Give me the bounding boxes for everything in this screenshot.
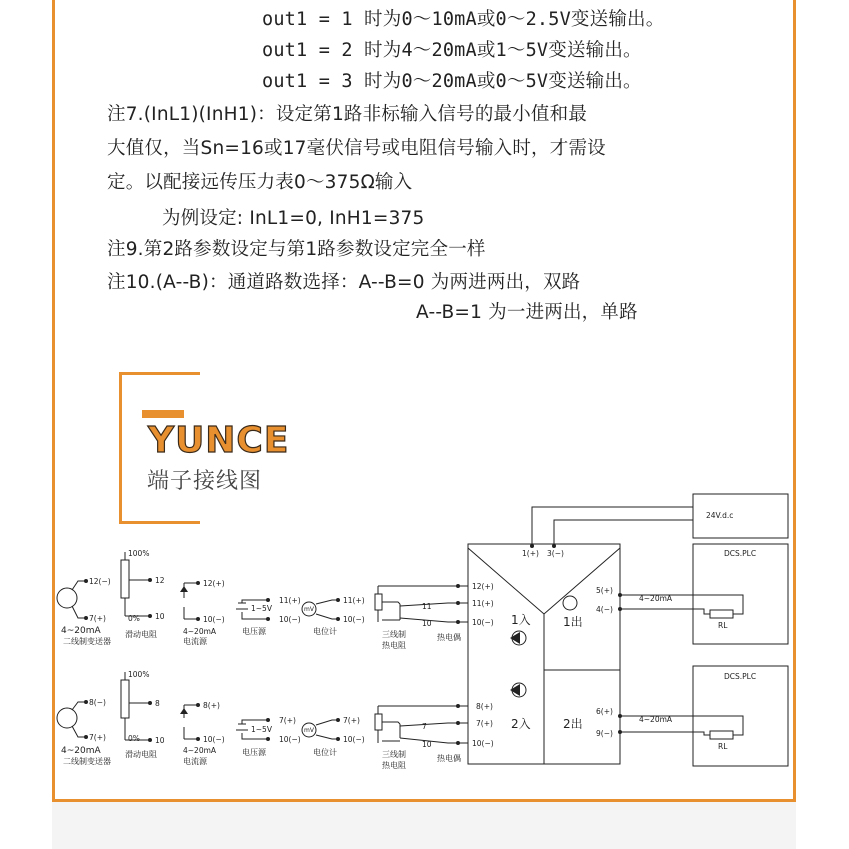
note9: 注9.第2路参数设定与第1路参数设定完全一样: [107, 239, 486, 260]
potentiometer-2: [121, 680, 129, 718]
cs1-signal: 4~20mA: [183, 627, 217, 636]
vs2-term-1: 7(+): [279, 716, 296, 725]
power-wire-minus: [554, 520, 693, 546]
ch1-term-10: 10(−): [472, 618, 494, 627]
vs1-signal: 1~5V: [251, 604, 272, 613]
mv1-term-1: 11(+): [343, 596, 365, 605]
dcs2-load: RL: [718, 742, 728, 751]
pot2-bottom-label: 0%: [128, 734, 140, 743]
output-1-symbol: [563, 596, 577, 610]
dcs1-term-minus: 4(−): [596, 605, 613, 614]
cs2-term-1: 8(+): [203, 701, 220, 710]
note10-line2: A--B=1 为一进两出，单路: [416, 302, 638, 323]
diagram-caption: 端子接线图: [147, 469, 263, 494]
mv2-symbol: mV: [304, 727, 314, 734]
note7-line3: 定。以配接远传压力表0～375Ω输入: [107, 172, 413, 193]
note-out1-line1: out1 = 1 时为0～10mA或0～2.5V变送输出。: [262, 9, 665, 30]
dcs1-resistor: [710, 610, 733, 618]
mv2-label: 电位计: [313, 748, 337, 757]
module-output-2-label: 2出: [563, 717, 583, 731]
rtd-2: [375, 714, 382, 730]
ch2-term-7: 7(+): [476, 719, 493, 728]
tx1-term-bottom: 7(+): [89, 614, 106, 623]
mv1-term-2: 10(−): [343, 615, 365, 624]
rtd2-label-1: 三线制: [382, 750, 406, 759]
brand-logo: YUNCE: [148, 420, 290, 461]
rtd2-label-2: 热电阻: [382, 761, 406, 770]
note10-line1: 注10.(A--B)：通道路数选择：A--B=0 为两进两出，双路: [107, 272, 581, 293]
ch1-term-12: 12(+): [472, 582, 494, 591]
rtd2-term-top: 7: [422, 722, 427, 731]
rtd2-term-bottom: 10: [422, 740, 432, 749]
vs1-term-2: 10(−): [279, 615, 301, 624]
vs2-term-2: 10(−): [279, 735, 301, 744]
pot2-term-1: 8: [155, 699, 160, 708]
vs2-signal: 1~5V: [251, 725, 272, 734]
pot1-term-1: 12: [155, 576, 165, 585]
note7-line2: 大值仅，当Sn=16或17毫伏信号或电阻信号输入时，才需设: [107, 138, 606, 159]
dcs1-load: RL: [718, 621, 728, 630]
dcs2-title: DCS.PLC: [724, 672, 757, 681]
dcs2-term-plus: 6(+): [596, 707, 613, 716]
power-term-1: 1(+): [522, 549, 539, 558]
thermocouple-2-wire-a: [400, 723, 458, 726]
cs2-label: 电流源: [183, 757, 207, 766]
cs1-label: 电流源: [183, 637, 207, 646]
ch1-term-11: 11(+): [472, 599, 494, 608]
dcs1-wire-bottom: [620, 609, 710, 614]
pot1-bottom-label: 0%: [128, 614, 140, 623]
mv2-term-1: 7(+): [343, 716, 360, 725]
tx2-label: 二线制变送器: [63, 757, 111, 766]
module-input-2-label: 2入: [511, 717, 531, 731]
pot1-top-label: 100%: [128, 549, 150, 558]
mv2-term-2: 10(−): [343, 735, 365, 744]
module-output-1-label: 1出: [563, 615, 583, 629]
cs1-term-1: 12(+): [203, 579, 225, 588]
dcs2-signal: 4~20mA: [639, 715, 673, 724]
pot2-term-2: 10: [155, 736, 165, 745]
dcs-box-1: [693, 544, 788, 644]
note-out1-line2: out1 = 2 时为4～20mA或1～5V变送输出。: [262, 40, 642, 61]
power-wire-plus: [532, 507, 693, 546]
cs1-term-2: 10(−): [203, 615, 225, 624]
rtd1-term-bottom: 10: [422, 619, 432, 628]
note-out1-line3: out1 = 3 时为0～20mA或0～5V变送输出。: [262, 71, 642, 92]
tc2-label: 热电偶: [437, 754, 461, 763]
dcs2-term-minus: 9(−): [596, 729, 613, 738]
ch2-term-8: 8(+): [476, 702, 493, 711]
pot1-term-2: 10: [155, 612, 165, 621]
rtd1-label-2: 热电阻: [382, 641, 406, 650]
dcs2-wire-bottom: [620, 732, 710, 735]
rtd1-label-1: 三线制: [382, 630, 406, 639]
tx1-label: 二线制变送器: [63, 637, 111, 646]
potentiometer-1: [121, 560, 129, 598]
vs1-term-1: 11(+): [279, 596, 301, 605]
note7-line4: 为例设定: InL1=0, InH1=375: [162, 208, 425, 229]
tx2-signal: 4~20mA: [61, 746, 101, 756]
mv1-symbol: mV: [304, 606, 314, 613]
power-term-3: 3(−): [547, 549, 564, 558]
tx1-signal: 4~20mA: [61, 626, 101, 636]
mv1-label: 电位计: [313, 627, 337, 636]
module-input-1-label: 1入: [511, 613, 531, 627]
transmitter-1: [57, 588, 77, 608]
tc1-label: 热电偶: [437, 633, 461, 642]
dcs2-resistor: [710, 731, 733, 739]
tx1-term-top: 12(−): [89, 577, 111, 586]
rtd1-term-top: 11: [422, 602, 432, 611]
vs2-label: 电压源: [242, 748, 266, 757]
transmitter-2: [57, 708, 77, 728]
power-label: 24V.d.c: [706, 511, 734, 520]
ch2-term-10: 10(−): [472, 739, 494, 748]
vs1-label: 电压源: [242, 627, 266, 636]
cs2-signal: 4~20mA: [183, 746, 217, 755]
cs2-term-2: 10(−): [203, 735, 225, 744]
pot1-label: 滑动电阻: [125, 630, 157, 639]
dcs1-title: DCS.PLC: [724, 549, 757, 558]
dcs1-signal: 4~20mA: [639, 594, 673, 603]
tx2-term-bottom: 7(+): [89, 733, 106, 742]
pot2-label: 滑动电阻: [125, 750, 157, 759]
note7-line1: 注7.(InL1)(InH1)：设定第1路非标输入信号的最小值和最: [107, 104, 588, 125]
tx2-term-top: 8(−): [89, 698, 106, 707]
rtd-1: [375, 594, 382, 610]
dcs1-term-plus: 5(+): [596, 586, 613, 595]
pot2-top-label: 100%: [128, 670, 150, 679]
